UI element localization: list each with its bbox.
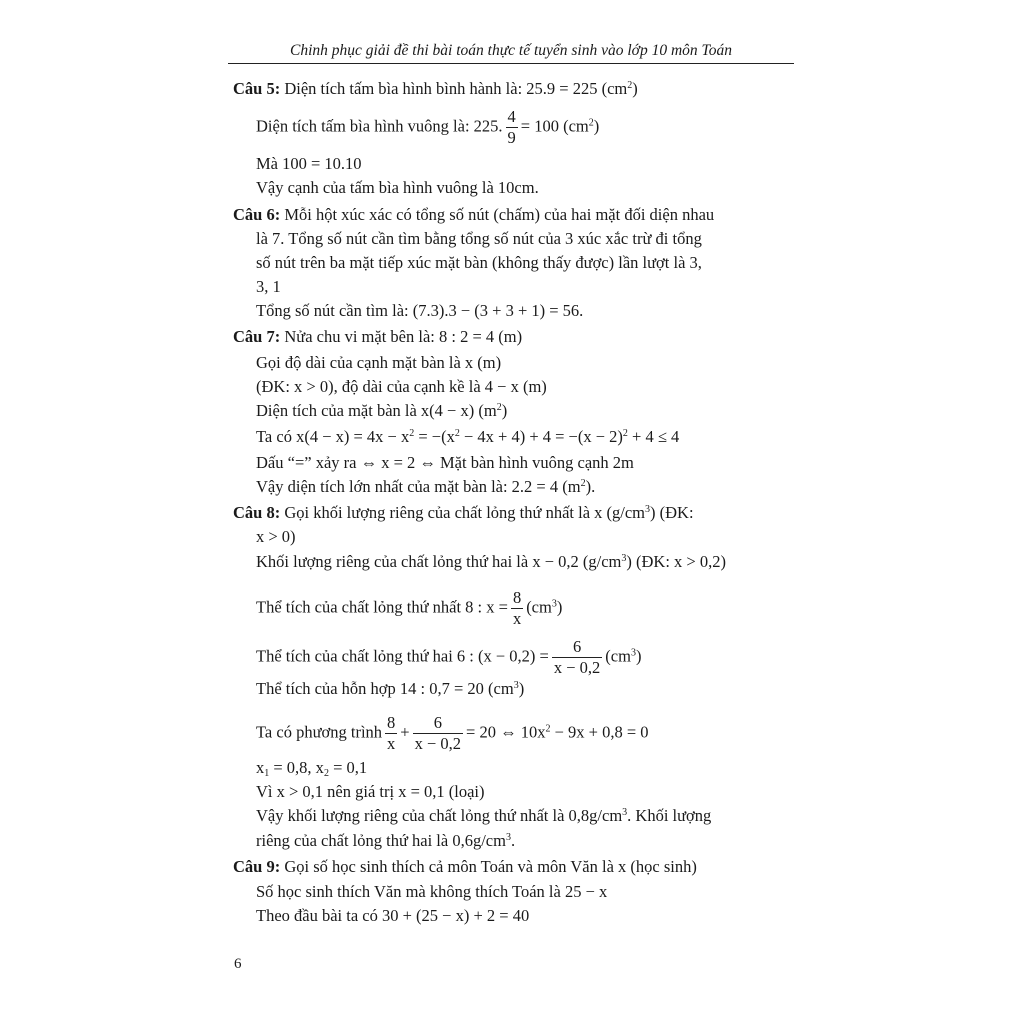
q5-line-2: Diện tích tấm bìa hình vuông là: 225. $\frac{4}{9}$ = 100 $(cm^2)$ bbox=[256, 107, 600, 147]
q8-fraction-1: $\frac{8}{x}$ bbox=[512, 588, 522, 628]
q8-line-6: Thể tích của hỗn hợp 14 : 0,7 = 20 $(cm^3)$ bbox=[256, 679, 525, 698]
page-number: 6 bbox=[234, 956, 242, 972]
q5-line-3: Mà 100 = 10.10 bbox=[256, 154, 362, 173]
q7-line-1: Câu 7: Nửa chu vi mặt bên là: 8 : 2 = 4 (m) bbox=[233, 327, 523, 346]
q8-equation-fraction-2: $\frac{6}{x - 0,2}$ bbox=[414, 713, 462, 753]
q9-label: Câu 9: bbox=[233, 857, 281, 876]
header-rule bbox=[228, 63, 794, 64]
q7-line-2: Gọi độ dài của cạnh mặt bàn là x (m) bbox=[256, 353, 502, 372]
q6-line-2: là 7. Tổng số nút cần tìm bằng tổng số nút của 3 xúc xắc trừ đi tổng bbox=[256, 229, 702, 248]
q6-line-3: số nút trên ba mặt tiếp xúc mặt bàn (không thấy được) lần lượt là 3, bbox=[256, 253, 702, 272]
q8-line-10: Vậy khối lượng riêng của chất lỏng thứ nhất là $0,8g/cm^3$. Khối lượng bbox=[256, 806, 712, 825]
q9-line-1: Câu 9: Gọi số học sinh thích cả môn Toán và môn Văn là x (học sinh) bbox=[233, 857, 697, 876]
q6-line-1: Câu 6: Mỗi hột xúc xác có tổng số nút (chấm) của hai mặt đối diện nhau bbox=[233, 205, 715, 224]
q8-line-8: $x_1 = 0,8$, $x_2 = 0,1$ bbox=[256, 758, 368, 779]
q8-line-11: riêng của chất lỏng thứ hai là $0,6g/cm^3$. bbox=[256, 831, 516, 850]
running-header: Chinh phục giải đề thi bài toán thực tế tuyển sinh vào lớp 10 môn Toán bbox=[290, 42, 732, 59]
q5-label: Câu 5: bbox=[233, 79, 281, 98]
q8-line-5: Thể tích của chất lỏng thứ hai 6 : (x − 0,2) = $\frac{6}{x - 0,2}$ $(cm^3)$ bbox=[256, 637, 642, 677]
q8-label: Câu 8: bbox=[233, 503, 281, 522]
q7-line-7: Vậy diện tích lớn nhất của mặt bàn là: 2.2 = 4 $(m^2)$. bbox=[256, 477, 596, 496]
q6-line-5: Tổng số nút cần tìm là: (7.3).3 − (3 + 3 + 1) = 56. bbox=[256, 301, 584, 320]
q8-line-2: x > 0) bbox=[256, 527, 296, 546]
q8-line-7: Ta có phương trình $\frac{8}{x}$ + $\frac{6}{x - 0,2}$ = 20 ⇔ $10x^2 - 9x + 0,8 = 0$ bbox=[256, 713, 649, 753]
q8-line-4: Thể tích của chất lỏng thứ nhất 8 : x = $\frac{8}{x}$ $(cm^3)$ bbox=[256, 588, 563, 628]
q7-line-6: Dấu “=” xảy ra ⇔ x = 2 ⇔ Mặt bàn hình vuông cạnh 2m bbox=[256, 453, 634, 472]
q7-line-5: Ta có $x(4 - x) = 4x - x^2 = -(x^2 - 4x + 4) + 4 = -(x - 2)^2 + 4 \le 4$ bbox=[256, 427, 680, 446]
q8-line-1: Câu 8: Gọi khối lượng riêng của chất lỏng thứ nhất là x $(g/cm^3)$ (ĐK: bbox=[233, 503, 694, 522]
q9-line-2: Số học sinh thích Văn mà không thích Toán là 25 − x bbox=[256, 882, 608, 901]
q7-label: Câu 7: bbox=[233, 327, 281, 346]
q8-equation-fraction-1: $\frac{8}{x}$ bbox=[387, 713, 396, 753]
q6-line-4: 3, 1 bbox=[256, 277, 281, 296]
q6-label: Câu 6: bbox=[233, 205, 281, 224]
q7-line-3: (ĐK: x > 0), độ dài của cạnh kề là 4 − x (m) bbox=[256, 377, 547, 396]
q5-line-1: Câu 5: Diện tích tấm bìa hình bình hành là: 25.9 = 225 $(cm^2)$ bbox=[233, 79, 638, 98]
q7-line-4: Diện tích của mặt bàn là x(4 − x) $(m^2)$ bbox=[256, 401, 508, 420]
q5-line-4: Vậy cạnh của tấm bìa hình vuông là 10cm. bbox=[256, 178, 539, 197]
q8-line-9: Vì x > 0,1 nên giá trị x = 0,1 (loại) bbox=[256, 782, 485, 801]
q5-fraction: $\frac{4}{9}$ bbox=[507, 107, 516, 147]
q8-line-3: Khối lượng riêng của chất lỏng thứ hai là x − 0,2 $(g/cm^3)$ (ĐK: x > 0,2) bbox=[256, 552, 726, 571]
q8-fraction-2: $\frac{6}{x - 0,2}$ bbox=[553, 637, 601, 677]
q9-line-3: Theo đầu bài ta có 30 + (25 − x) + 2 = 40 bbox=[256, 906, 530, 925]
